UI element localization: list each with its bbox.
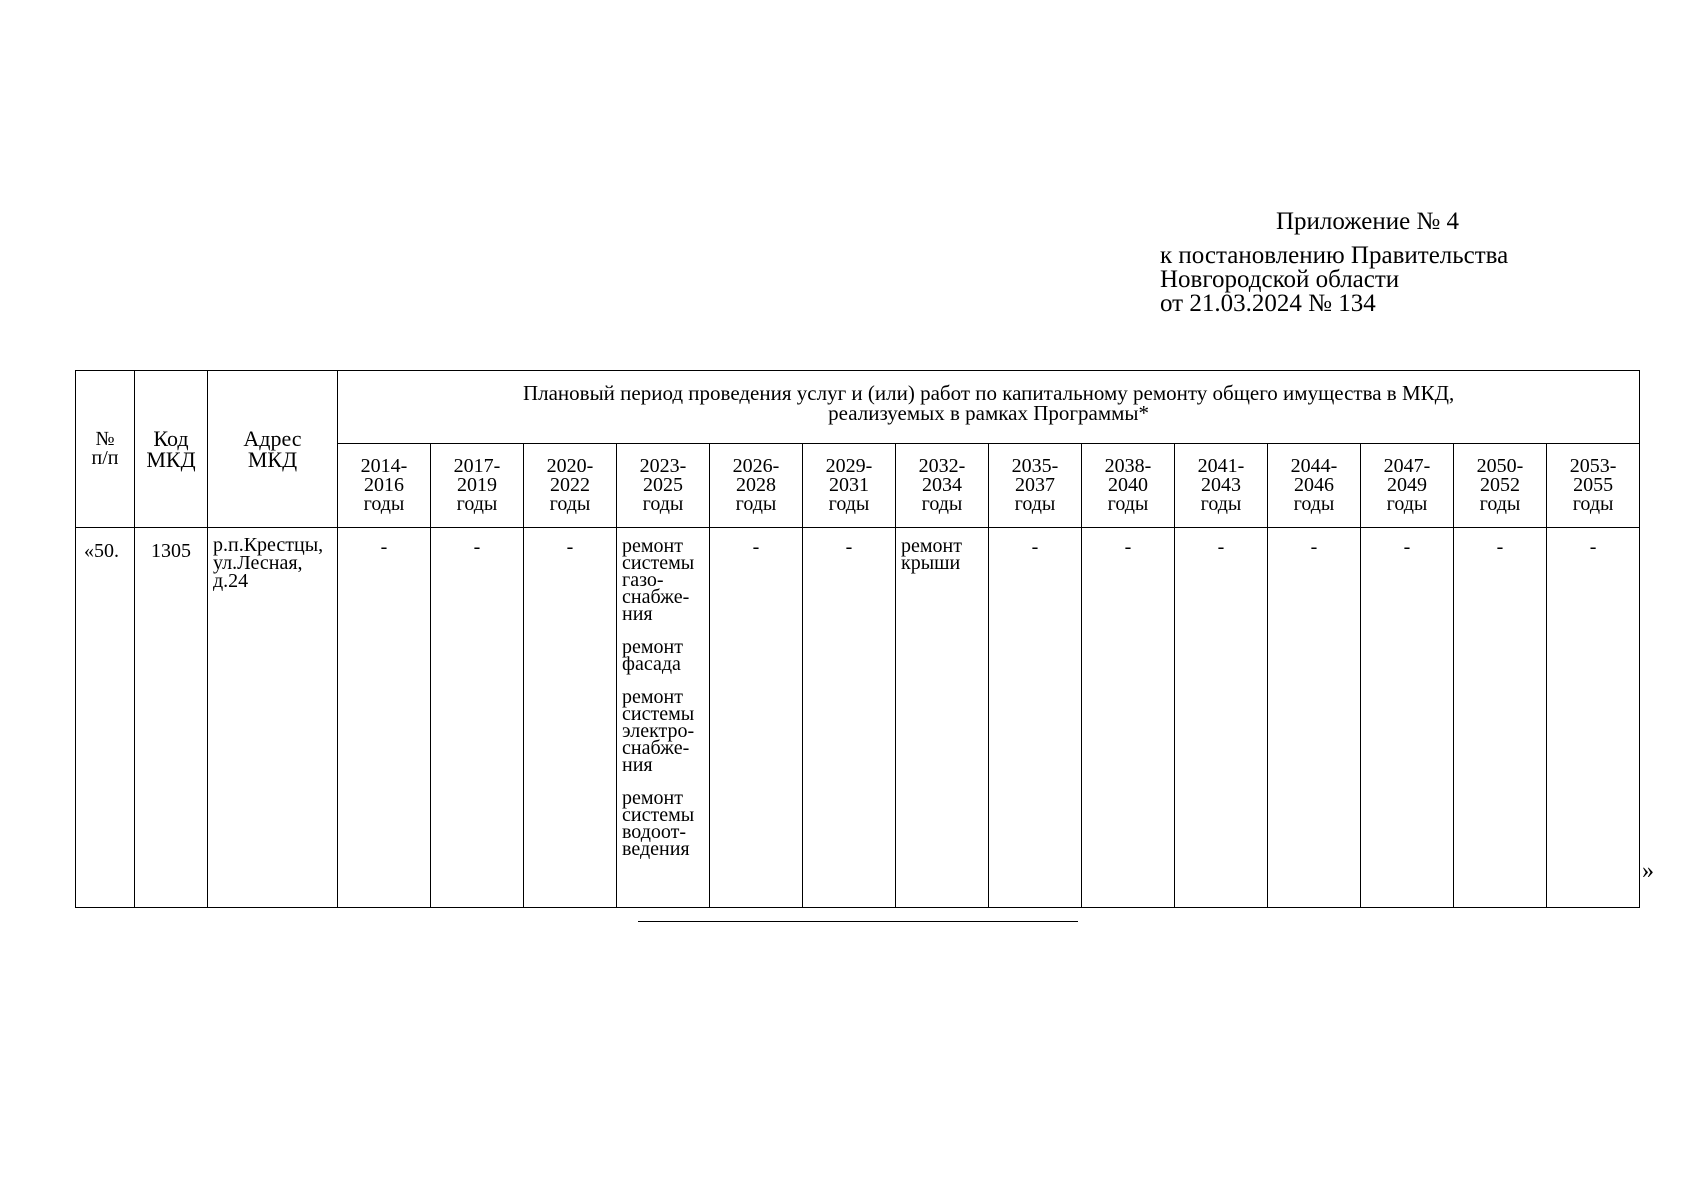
header-period-line: годы — [1479, 493, 1521, 515]
period-cell-empty: - — [1361, 528, 1454, 908]
work-item-line: фасада — [622, 653, 681, 675]
header-period-line: 2019 — [457, 474, 497, 496]
header-period-line: годы — [642, 493, 684, 515]
header-period — [338, 444, 431, 528]
header-period-line: годы — [1293, 493, 1335, 515]
work-item-line: водоот- — [622, 821, 687, 843]
period-cell-empty: - — [1454, 528, 1547, 908]
header-period-line: годы — [549, 493, 591, 515]
header-address-line: Адрес — [243, 426, 302, 451]
header-period-line: 2014- — [360, 455, 408, 477]
header-period-line: 2029- — [825, 455, 873, 477]
row-address-line: р.п.Крестцы, — [213, 534, 324, 556]
work-item — [622, 535, 709, 625]
header-number-line: п/п — [91, 447, 119, 469]
row-number: «50. — [76, 528, 135, 908]
header-period-line: 2023- — [639, 455, 687, 477]
header-period-line: годы — [1386, 493, 1428, 515]
header-period-line: 2055 — [1573, 474, 1614, 496]
header-number-line: № — [95, 428, 115, 450]
header-period-line: 2026- — [732, 455, 780, 477]
header-period-line: годы — [735, 493, 777, 515]
row-address — [208, 528, 338, 908]
header-period — [896, 444, 989, 528]
appendix-line: от 21.03.2024 № 134 — [1160, 290, 1376, 317]
work-item-line: электро- — [622, 720, 695, 742]
header-period-line: 2017- — [453, 455, 501, 477]
period-cell-works — [617, 528, 710, 908]
period-cell-empty: - — [524, 528, 617, 908]
footnote-divider — [638, 921, 1078, 922]
header-period-line: 2047- — [1383, 455, 1431, 477]
header-period-line: 2038- — [1104, 455, 1152, 477]
header-address-line: МКД — [247, 447, 298, 472]
header-period — [524, 444, 617, 528]
header-period — [1082, 444, 1175, 528]
work-item-line: снабже- — [622, 737, 690, 759]
work-item-line: крыши — [901, 552, 961, 574]
work-item-line: системы — [622, 804, 695, 826]
header-code-line: Код — [153, 426, 189, 451]
work-item-line: ремонт — [622, 686, 683, 708]
header-period-line: 2049 — [1387, 474, 1427, 496]
header-period — [1454, 444, 1547, 528]
header-period — [617, 444, 710, 528]
period-cell-empty: - — [1547, 528, 1640, 908]
appendix-title: Приложение № 4 — [1276, 208, 1460, 235]
header-period — [1268, 444, 1361, 528]
work-item-line: газо- — [622, 569, 664, 591]
row-code: 1305 — [135, 528, 208, 908]
header-period-line: 2052 — [1480, 474, 1520, 496]
header-period-line: 2032- — [918, 455, 966, 477]
work-item — [622, 787, 709, 860]
header-period-line: 2041- — [1197, 455, 1245, 477]
work-item-line: ремонт — [622, 787, 683, 809]
work-item — [901, 535, 988, 574]
header-period-line: годы — [1014, 493, 1056, 515]
header-code-line: МКД — [146, 447, 196, 472]
period-cell-empty: - — [989, 528, 1082, 908]
row-address-line: д.24 — [213, 570, 249, 592]
header-period — [989, 444, 1082, 528]
row-address-line: ул.Лесная, — [213, 552, 303, 574]
header-period-line: 2022 — [550, 474, 590, 496]
header-period-line: 2031 — [829, 474, 869, 496]
header-period-line: 2037 — [1015, 474, 1055, 496]
work-item-line: ведения — [622, 838, 690, 860]
work-item-line: ремонт — [622, 535, 683, 557]
period-cell-empty: - — [1175, 528, 1268, 908]
header-code — [135, 371, 208, 528]
header-period-line: годы — [921, 493, 963, 515]
header-period — [1547, 444, 1640, 528]
period-cell-empty: - — [1082, 528, 1175, 908]
period-cell-empty: - — [803, 528, 896, 908]
header-period-line: 2028 — [736, 474, 776, 496]
header-period-title — [338, 371, 1640, 444]
work-item-line: системы — [622, 552, 695, 574]
header-period-line: 2046 — [1294, 474, 1334, 496]
work-item-line: системы — [622, 703, 695, 725]
period-cell-empty: - — [431, 528, 524, 908]
header-period — [1175, 444, 1268, 528]
header-period-line: годы — [1200, 493, 1242, 515]
header-period-title-line: Плановый период проведения услуг и (или) работ по капитальному ремонту общего имущества в МКД, — [522, 381, 1455, 405]
period-cell-empty: - — [1268, 528, 1361, 908]
header-number — [76, 371, 135, 528]
work-item-line: ремонт — [622, 636, 683, 658]
header-period-line: 2044- — [1290, 455, 1338, 477]
header-period-line: годы — [828, 493, 870, 515]
header-period-line: 2050- — [1476, 455, 1524, 477]
appendix-line: Новгородской области — [1160, 266, 1400, 293]
header-period-line: 2025 — [643, 474, 683, 496]
work-item-line: снабже- — [622, 586, 690, 608]
header-period-line: годы — [1572, 493, 1614, 515]
header-period-line: годы — [456, 493, 498, 515]
header-period — [431, 444, 524, 528]
header-period-line: 2016 — [364, 474, 404, 496]
work-item-line: ремонт — [901, 535, 962, 557]
header-period-line: 2035- — [1011, 455, 1059, 477]
header-address — [208, 371, 338, 528]
period-cell-empty: - — [710, 528, 803, 908]
closing-quote: » — [1642, 858, 1654, 884]
header-period — [1361, 444, 1454, 528]
appendix-header — [1160, 210, 1580, 316]
work-item — [622, 636, 709, 675]
header-period-line: 2034 — [922, 474, 962, 496]
appendix-line: к постановлению Правительства — [1160, 242, 1509, 269]
header-period-line: 2020- — [546, 455, 594, 477]
header-period-line: годы — [1107, 493, 1149, 515]
work-item-line: ния — [622, 754, 653, 776]
header-period-title-line: реализуемых в рамках Программы* — [828, 401, 1150, 425]
period-cell-empty: - — [338, 528, 431, 908]
header-period-line: 2043 — [1201, 474, 1241, 496]
header-period-line: 2040 — [1108, 474, 1148, 496]
table-row — [76, 528, 1640, 908]
work-item-line: ния — [622, 603, 653, 625]
header-period — [710, 444, 803, 528]
header-period — [803, 444, 896, 528]
period-cell-works — [896, 528, 989, 908]
capital-repair-table — [75, 370, 1640, 908]
work-item — [622, 686, 709, 776]
header-period-line: годы — [363, 493, 405, 515]
header-period-line: 2053- — [1569, 455, 1617, 477]
